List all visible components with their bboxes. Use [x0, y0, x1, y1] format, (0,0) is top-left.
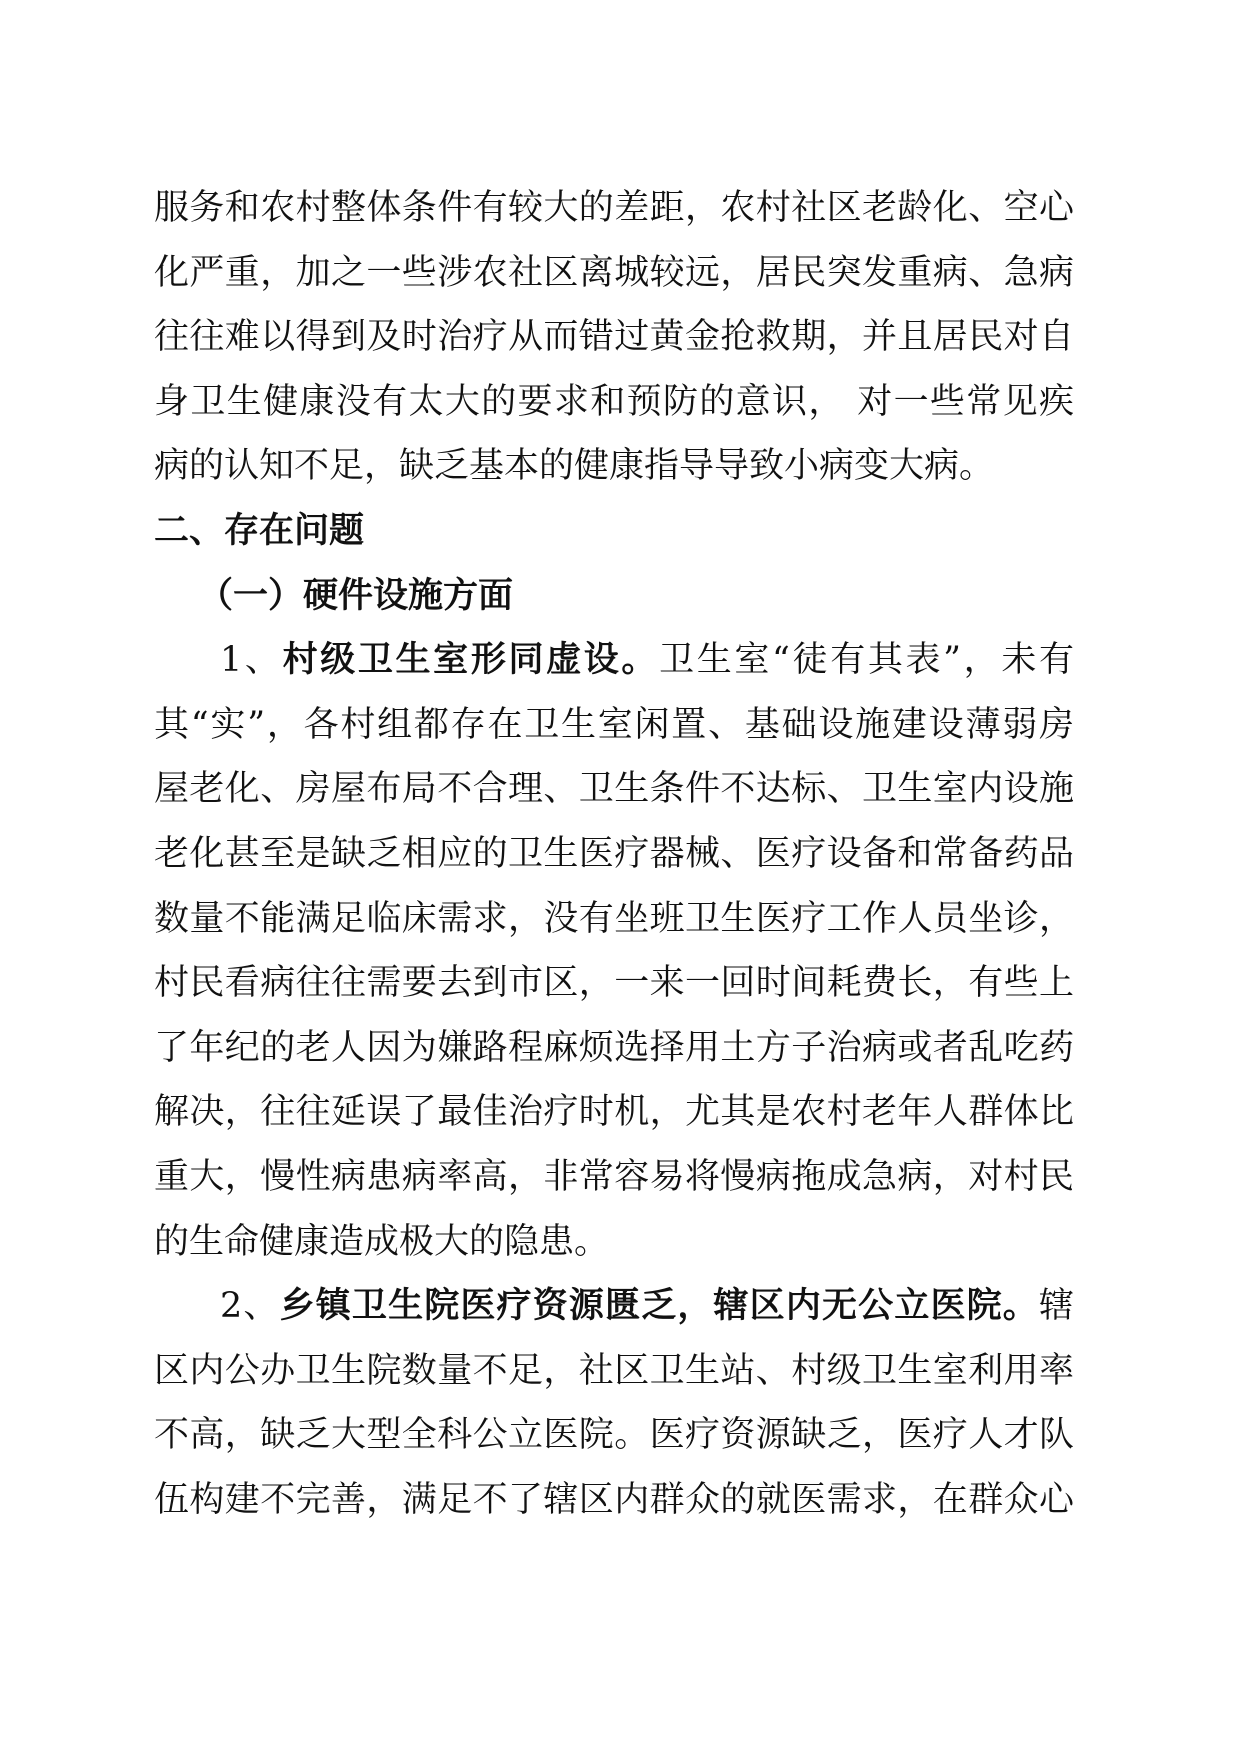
paragraph-line: 重大，慢性病患病率高，非常容易将慢病拖成急病，对村民: [154, 1156, 1074, 1197]
item2-number: 2、: [220, 1286, 280, 1327]
item1-number: 1、: [220, 640, 283, 681]
section-heading: 二、存在问题: [154, 509, 365, 551]
paragraph-line: 伍构建不完善，满足不了辖区内群众的就医需求，在群众心: [154, 1479, 1074, 1520]
paragraph-line: 数量不能满足临床需求，没有坐班卫生医疗工作人员坐诊，: [154, 898, 1074, 939]
paragraph-line: 身卫生健康没有太大的要求和预防的意识， 对一些常见疾: [154, 381, 1074, 422]
paragraph-line: 往往难以得到及时治疗从而错过黄金抢救期，并且居民对自: [154, 317, 1074, 358]
paragraph-line: 不高，缺乏大型全科公立医院。医疗资源缺乏，医疗人才队: [154, 1415, 1074, 1456]
paragraph-line: 其“实”，各村组都存在卫生室闲置、基础设施建设薄弱房: [154, 704, 1074, 745]
item1-title: 村级卫生室形同虚设。: [282, 639, 660, 681]
paragraph-line: 了年纪的老人因为嫌路程麻烦选择用土方子治病或者乱吃药: [154, 1027, 1074, 1068]
paragraph-line: 病的认知不足，缺乏基本的健康指导导致小病变大病。: [154, 446, 995, 487]
paragraph-line: 村民看病往往需要去到市区，一来一回时间耗费长，有些上: [154, 963, 1074, 1004]
paragraph-line: 服务和农村整体条件有较大的差距，农村社区老龄化、空心: [154, 188, 1074, 228]
document-body: [154, 176, 1074, 1532]
item1-first-line-text: 卫生室“徒有其表”，未有: [659, 640, 1074, 681]
item2-first-line: [154, 1274, 1074, 1339]
item2-title: 乡镇卫生院医疗资源匮乏，辖区内无公立医院。: [279, 1285, 1039, 1327]
paragraph-line: 屋老化、房屋布局不合理、卫生条件不达标、卫生室内设施: [154, 769, 1074, 810]
paragraph-line: 化严重，加之一些涉农社区离城较远，居民突发重病、急病: [154, 252, 1074, 293]
item2-first-line-text: 辖: [1038, 1286, 1074, 1327]
paragraph-line: 区内公办卫生院数量不足，社区卫生站、村级卫生室利用率: [154, 1350, 1074, 1391]
paragraph-line: 老化甚至是缺乏相应的卫生医疗器械、医疗设备和常备药品: [154, 833, 1074, 874]
paragraph-line: 的生命健康造成极大的隐患。: [154, 1221, 610, 1262]
item1-first-line: [154, 628, 1074, 693]
subsection-heading: （一）硬件设施方面: [198, 574, 514, 616]
paragraph-line: 解决，往往延误了最佳治疗时机，尤其是农村老年人群体比: [154, 1092, 1074, 1133]
